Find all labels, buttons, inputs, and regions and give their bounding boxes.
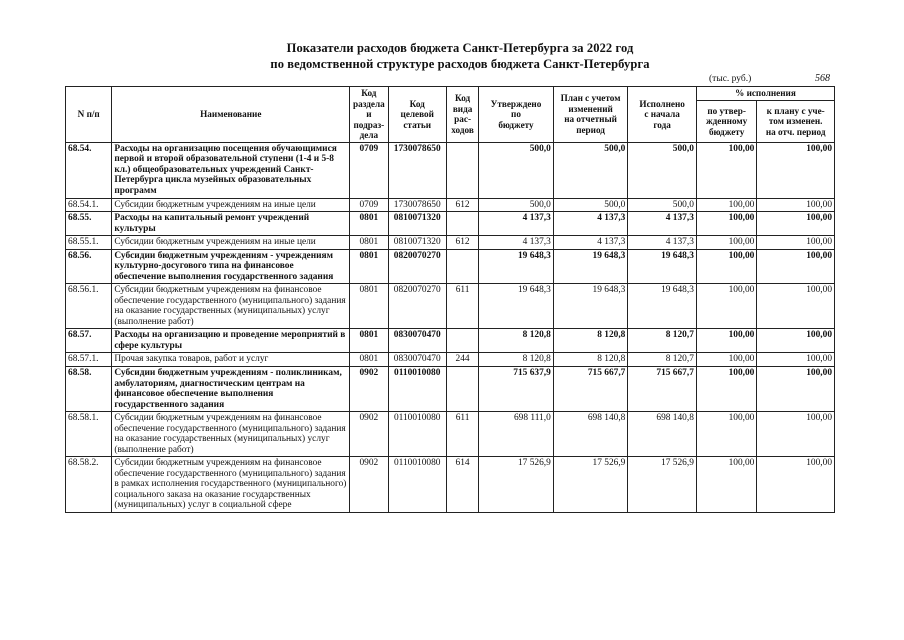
row-kind-code [446, 249, 478, 284]
row-name: Расходы на организацию и проведение мероприятий в сфере культуры [112, 329, 350, 353]
row-plan: 4 137,3 [553, 212, 628, 236]
row-pct-plan: 100,00 [757, 353, 835, 367]
row-kind-code: 614 [446, 457, 478, 513]
table-row [66, 412, 835, 457]
row-pct-plan: 100,00 [757, 142, 835, 198]
row-kind-code: 612 [446, 198, 478, 212]
row-section-code: 0709 [350, 142, 388, 198]
row-number: 68.58. [66, 366, 112, 411]
row-number: 68.54. [66, 142, 112, 198]
row-approved: 8 120,8 [479, 353, 554, 367]
row-kind-code: 611 [446, 412, 478, 457]
table-row [66, 284, 835, 329]
row-approved: 500,0 [479, 142, 554, 198]
header-section-code: Код раздела и подраз- дела [350, 87, 388, 143]
row-kind-code [446, 329, 478, 353]
page-number: 568 [815, 73, 830, 84]
row-section-code: 0801 [350, 236, 388, 250]
row-target-code: 0820070270 [388, 249, 446, 284]
row-number: 68.55. [66, 212, 112, 236]
row-number: 68.56.1. [66, 284, 112, 329]
table-row [66, 329, 835, 353]
row-target-code: 1730078650 [388, 142, 446, 198]
row-target-code: 1730078650 [388, 198, 446, 212]
header-pct-plan: к плану с уче- том изменен. на отч. период [757, 101, 835, 142]
table-row [66, 212, 835, 236]
row-target-code: 0830070470 [388, 329, 446, 353]
budget-table [65, 86, 835, 513]
row-pct-approved: 100,00 [696, 236, 756, 250]
table-row [66, 457, 835, 513]
header-kind-code: Код вида рас- ходов [446, 87, 478, 143]
row-executed: 4 137,3 [628, 236, 697, 250]
row-pct-approved: 100,00 [696, 412, 756, 457]
row-approved: 17 526,9 [479, 457, 554, 513]
row-pct-plan: 100,00 [757, 329, 835, 353]
row-approved: 8 120,8 [479, 329, 554, 353]
row-pct-plan: 100,00 [757, 249, 835, 284]
row-number: 68.54.1. [66, 198, 112, 212]
row-kind-code: 611 [446, 284, 478, 329]
row-plan: 19 648,3 [553, 249, 628, 284]
row-name: Субсидии бюджетным учреждениям на иные цели [112, 236, 350, 250]
row-name: Прочая закупка товаров, работ и услуг [112, 353, 350, 367]
table-row [66, 142, 835, 198]
row-approved: 19 648,3 [479, 284, 554, 329]
row-section-code: 0902 [350, 457, 388, 513]
row-kind-code [446, 366, 478, 411]
row-number: 68.57. [66, 329, 112, 353]
row-executed: 8 120,7 [628, 329, 697, 353]
row-name: Субсидии бюджетным учреждениям на финансовое обеспечение государственного (муниципального) задания на оказание государственных (муниципальных) услуг (выполнение работ) [112, 412, 350, 457]
row-pct-approved: 100,00 [696, 212, 756, 236]
row-plan: 17 526,9 [553, 457, 628, 513]
row-executed: 4 137,3 [628, 212, 697, 236]
row-number: 68.57.1. [66, 353, 112, 367]
row-approved: 19 648,3 [479, 249, 554, 284]
row-section-code: 0801 [350, 284, 388, 329]
row-kind-code: 244 [446, 353, 478, 367]
row-approved: 698 111,0 [479, 412, 554, 457]
row-target-code: 0820070270 [388, 284, 446, 329]
row-name: Расходы на капитальный ремонт учреждений культуры [112, 212, 350, 236]
row-approved: 4 137,3 [479, 212, 554, 236]
header-approved: Утверждено по бюджету [479, 87, 554, 143]
row-pct-approved: 100,00 [696, 457, 756, 513]
row-executed: 19 648,3 [628, 284, 697, 329]
table-row [66, 236, 835, 250]
table-row [66, 366, 835, 411]
row-section-code: 0902 [350, 366, 388, 411]
row-number: 68.56. [66, 249, 112, 284]
row-number: 68.58.2. [66, 457, 112, 513]
row-plan: 715 667,7 [553, 366, 628, 411]
table-row [66, 198, 835, 212]
row-pct-plan: 100,00 [757, 284, 835, 329]
row-plan: 8 120,8 [553, 353, 628, 367]
row-name: Субсидии бюджетным учреждениям на иные цели [112, 198, 350, 212]
header-plan: План с учетом изменений на отчетный период [553, 87, 628, 143]
row-name: Субсидии бюджетным учреждениям на финансовое обеспечение государственного (муниципального) задания на оказание государственных (муниципальных) услуг (выполнение работ) [112, 284, 350, 329]
row-plan: 500,0 [553, 198, 628, 212]
row-pct-plan: 100,00 [757, 198, 835, 212]
row-kind-code [446, 212, 478, 236]
row-pct-approved: 100,00 [696, 284, 756, 329]
row-name: Субсидии бюджетным учреждениям на финансовое обеспечение государственного (муниципального) задания в рамках исполнения государственного (муниципального) социального заказа на оказание государственных (муниципальных) услуг в социальной сфере [112, 457, 350, 513]
row-section-code: 0709 [350, 198, 388, 212]
header-num: N п/п [66, 87, 112, 143]
row-plan: 698 140,8 [553, 412, 628, 457]
row-name: Субсидии бюджетным учреждениям - поликлиникам, амбулаториям, диагностическим центрам на финансовое обеспечение выполнения государственного задания [112, 366, 350, 411]
row-approved: 500,0 [479, 198, 554, 212]
row-executed: 17 526,9 [628, 457, 697, 513]
row-approved: 715 637,9 [479, 366, 554, 411]
row-approved: 4 137,3 [479, 236, 554, 250]
row-executed: 8 120,7 [628, 353, 697, 367]
row-pct-plan: 100,00 [757, 412, 835, 457]
table-row [66, 353, 835, 367]
row-pct-approved: 100,00 [696, 329, 756, 353]
row-executed: 19 648,3 [628, 249, 697, 284]
row-target-code: 0110010080 [388, 457, 446, 513]
row-pct-approved: 100,00 [696, 366, 756, 411]
header-percent: % исполнения [696, 87, 834, 101]
row-pct-approved: 100,00 [696, 142, 756, 198]
row-target-code: 0830070470 [388, 353, 446, 367]
table-body [66, 142, 835, 512]
report-title-line-2: по ведомственной структуре расходов бюджета Санкт-Петербурга [270, 57, 650, 71]
header-target-code: Код целевой статьи [388, 87, 446, 143]
row-kind-code: 612 [446, 236, 478, 250]
row-pct-approved: 100,00 [696, 353, 756, 367]
row-executed: 715 667,7 [628, 366, 697, 411]
row-section-code: 0801 [350, 353, 388, 367]
row-number: 68.55.1. [66, 236, 112, 250]
row-plan: 500,0 [553, 142, 628, 198]
row-plan: 19 648,3 [553, 284, 628, 329]
header-executed: Исполнено с начала года [628, 87, 697, 143]
row-number: 68.58.1. [66, 412, 112, 457]
report-title-line-1: Показатели расходов бюджета Санкт-Петербурга за 2022 год [286, 41, 634, 55]
row-section-code: 0801 [350, 249, 388, 284]
header-name: Наименование [112, 87, 350, 143]
row-plan: 4 137,3 [553, 236, 628, 250]
row-executed: 500,0 [628, 198, 697, 212]
row-pct-plan: 100,00 [757, 236, 835, 250]
row-target-code: 0810071320 [388, 212, 446, 236]
units-label: (тыс. руб.) [709, 74, 752, 84]
row-kind-code [446, 142, 478, 198]
row-executed: 698 140,8 [628, 412, 697, 457]
row-pct-approved: 100,00 [696, 198, 756, 212]
header-pct-approved: по утвер- жденному бюджету [696, 101, 756, 142]
row-executed: 500,0 [628, 142, 697, 198]
row-pct-plan: 100,00 [757, 457, 835, 513]
row-target-code: 0810071320 [388, 236, 446, 250]
row-pct-plan: 100,00 [757, 366, 835, 411]
row-target-code: 0110010080 [388, 412, 446, 457]
row-section-code: 0902 [350, 412, 388, 457]
row-pct-approved: 100,00 [696, 249, 756, 284]
row-section-code: 0801 [350, 329, 388, 353]
row-target-code: 0110010080 [388, 366, 446, 411]
table-row [66, 249, 835, 284]
row-pct-plan: 100,00 [757, 212, 835, 236]
row-plan: 8 120,8 [553, 329, 628, 353]
row-name: Субсидии бюджетным учреждениям - учреждениям культурно-досугового типа на финансовое обеспечение выполнения государственного задания [112, 249, 350, 284]
row-name: Расходы на организацию посещения обучающимися первой и второй образовательной ступени (1-4 и 5-8 кл.) общеобразовательных учреждений Санкт-Петербурга цикла музейных образовательных программ [112, 142, 350, 198]
row-section-code: 0801 [350, 212, 388, 236]
